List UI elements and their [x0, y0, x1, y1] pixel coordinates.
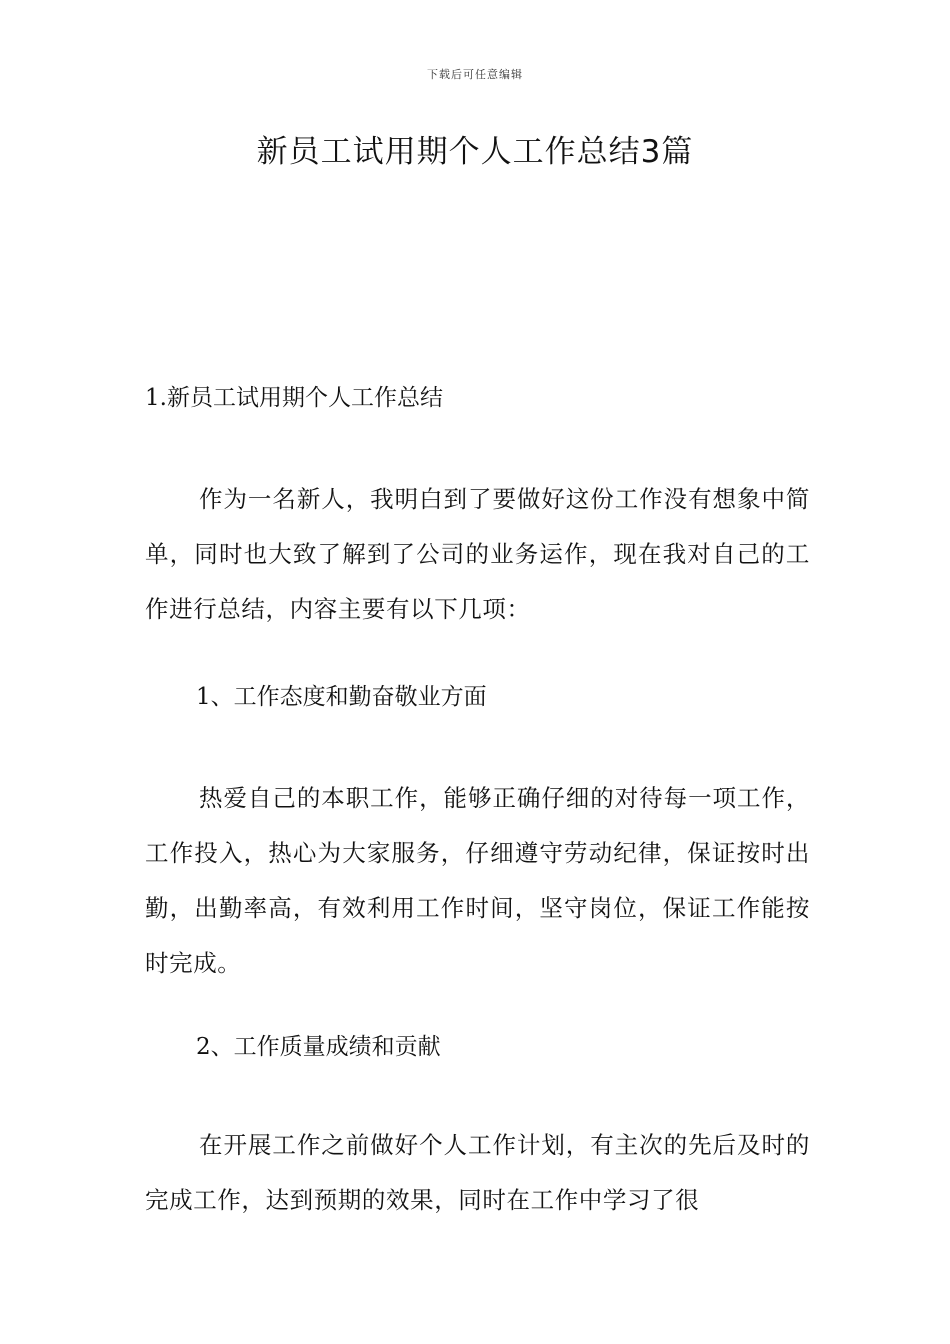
section-title: 1.新员工试用期个人工作总结: [145, 385, 443, 411]
header-note: 下载后可任意编辑: [427, 68, 523, 81]
paragraph-work-quality: 在开展工作之前做好个人工作计划，有主次的先后及时的完成工作，达到预期的效果，同时在工作中学习了很: [145, 1131, 810, 1214]
subheading-work-quality: 2、工作质量成绩和贡献: [196, 1034, 441, 1060]
paragraph-work-attitude: 热爱自己的本职工作，能够正确仔细的对待每一项工作，工作投入，热心为大家服务，仔细遵守劳动纪律，保证按时出勤，出勤率高，有效利用工作时间，坚守岗位，保证工作能按时完成。: [145, 784, 810, 977]
subheading-work-attitude: 1、工作态度和勤奋敬业方面: [196, 684, 487, 710]
paragraph-intro: 作为一名新人，我明白到了要做好这份工作没有想象中简单，同时也大致了解到了公司的业务运作，现在我对自己的工作进行总结，内容主要有以下几项：: [145, 485, 810, 623]
document-title: 新员工试用期个人工作总结3篇: [256, 134, 694, 170]
